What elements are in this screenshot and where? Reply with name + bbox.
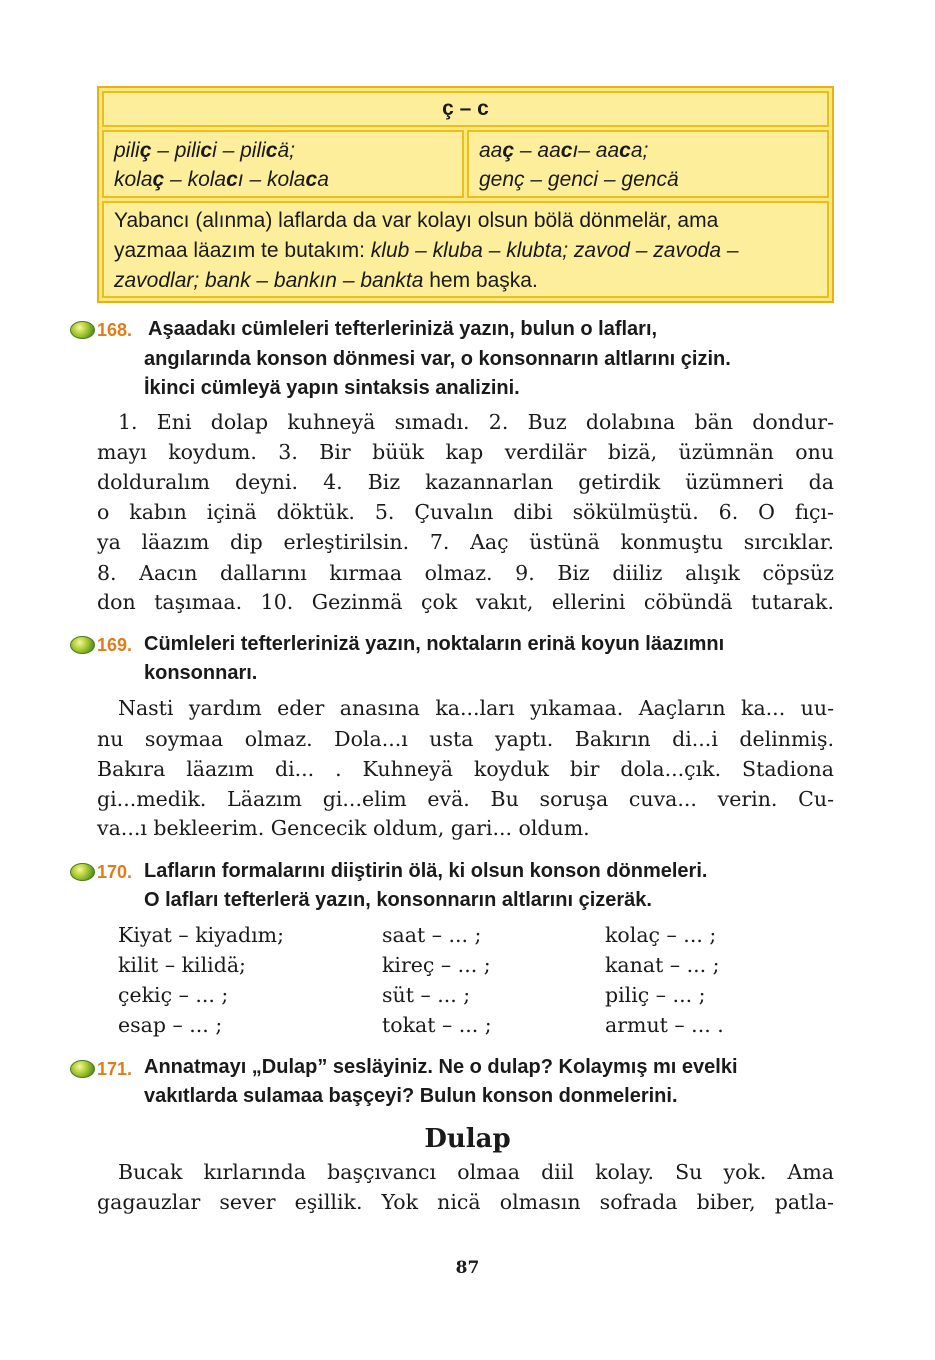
exercise-text-line: o kabın içinä döktük. 5. Çuvalın dibi sökülmüştü. 6. O fıçı-	[97, 500, 834, 524]
exercise-instruction: angılarında konson dönmesi var, o konsonnarın altlarını çizin.	[144, 348, 731, 370]
exercise-text-line: Nasti yardım eder anasına ka...ları yıkamaa. Aaçların ka... uu-	[118, 696, 834, 720]
story-title: Dulap	[424, 1124, 511, 1154]
word-item: piliç – ... ;	[605, 983, 706, 1007]
word-item: kireç – ... ;	[382, 953, 491, 977]
word-item: Kiyat – kiyadım;	[118, 923, 285, 947]
rule-box-note	[102, 201, 829, 298]
exercise-text-line: don taşımaa. 10. Gezinmä çok vakıt, ellerini cöbündä tutarak.	[97, 590, 834, 614]
exercise-instruction: Aşaadakı cümleleri tefterlerinizä yazın, bulun o lafları,	[148, 318, 658, 340]
rule-note-line: Yabancı (alınma) laflarda da var kolayı olsun bölä dönmelär, ama	[114, 209, 719, 232]
rule-note-line: zavodlar; bank – bankın – bankta hem başka.	[114, 269, 538, 292]
exercise-text-line: Bakıra läazım di... . Kuhneyä koyduk bir dola...çık. Stadiona	[97, 757, 834, 781]
page-number: 87	[455, 1258, 480, 1278]
exercise-instruction: vakıtlarda sulamaa başçeyi? Bulun konson donmelerini.	[144, 1085, 678, 1107]
exercise-text-line: gi...medik. Läazım gi...elim evä. Bu soruşa cuva... verin. Cu-	[97, 787, 834, 811]
story-text-line: gagauzlar sever eşillik. Yok nicä olmasın sofrada biber, patla-	[97, 1190, 834, 1214]
exercise-bullet-icon	[70, 863, 95, 881]
rule-example-line: piliç – pilici – pilicä;	[114, 139, 295, 162]
exercise-instruction: Cümleleri tefterlerinizä yazın, noktaların erinä koyun läazımnı	[144, 633, 725, 655]
exercise-instruction: Lafların formalarını diiştirin ölä, ki olsun konson dönmeleri.	[144, 860, 708, 882]
exercise-number: 170.	[97, 862, 133, 882]
rule-example-line: aaç – aacı– aaca;	[479, 139, 649, 162]
rule-example-line: genç – genci – gencä	[479, 168, 679, 191]
exercise-number: 171.	[97, 1059, 133, 1079]
rule-box-left-cell	[102, 130, 464, 198]
exercise-text-line: nu soymaa olmaz. Dola...ı usta yaptı. Bakırın di...i delinmiş.	[97, 727, 834, 751]
exercise-bullet-icon	[70, 636, 95, 654]
exercise-text-line: 8. Aacın dallarını kırmaa olmaz. 9. Biz diiliz alışık cöpsüz	[97, 561, 834, 585]
exercise-instruction: konsonnarı.	[144, 662, 258, 684]
exercise-text-line: ya läazım dip erleştirilsin. 7. Aaç üstünä konmuştu sırcıklar.	[97, 530, 834, 554]
exercise-text-line: 1. Eni dolap kuhneyä sımadı. 2. Buz dolabına bän dondur-	[118, 410, 834, 434]
exercise-instruction: Annatmayı „Dulap” sesläyiniz. Ne o dulap? Kolaymış mı evelki	[144, 1056, 738, 1078]
exercise-bullet-icon	[70, 1060, 95, 1078]
exercise-text-line: mayı koydum. 3. Bir büük kap verdilär bizä, üzümnän onu	[97, 440, 834, 464]
rule-box	[97, 86, 834, 303]
exercise-number: 169.	[97, 635, 133, 655]
word-item: kolaç – ... ;	[605, 923, 717, 947]
exercise-text-line: va...ı bekleerim. Gencecik oldum, gari... oldum.	[97, 816, 590, 840]
word-item: saat – ... ;	[382, 923, 482, 947]
exercise-bullet-icon	[70, 321, 95, 339]
exercise-number: 168.	[97, 320, 133, 340]
rule-note-line: yazmaa läazım te butakım: klub – kluba – klubta; zavod – zavoda –	[114, 239, 739, 262]
word-item: armut – ... .	[605, 1013, 724, 1037]
word-item: kilit – kilidä;	[118, 953, 246, 977]
exercise-instruction: O lafları tefterlerä yazın, konsonnarın altlarını çizeräk.	[144, 889, 652, 911]
word-item: çekiç – ... ;	[118, 983, 229, 1007]
word-item: esap – ... ;	[118, 1013, 223, 1037]
story-text-line: Bucak kırlarında başçıvancı olmaa diil kolay. Su yok. Ama	[118, 1160, 834, 1184]
word-item: tokat – ... ;	[382, 1013, 492, 1037]
rule-example-line: kolaç – kolacı – kolaca	[114, 168, 329, 191]
exercise-text-line: dolduralım deyni. 4. Biz kazannarlan getirdik üzümneri da	[97, 470, 834, 494]
word-item: süt – ... ;	[382, 983, 471, 1007]
rule-box-right-cell	[467, 130, 829, 198]
word-item: kanat – ... ;	[605, 953, 720, 977]
rule-box-heading: ç – c	[102, 91, 829, 127]
exercise-instruction: İkinci cümleyä yapın sintaksis analizini.	[144, 377, 520, 399]
